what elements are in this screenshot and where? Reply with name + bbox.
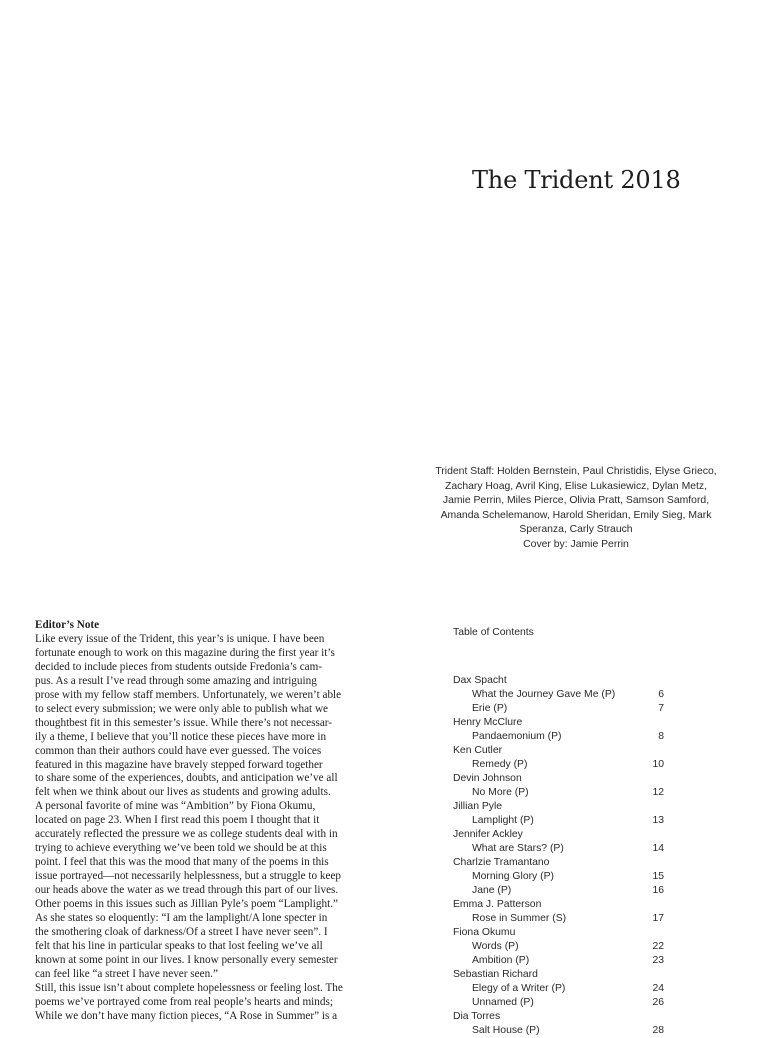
toc-page-number: 7	[658, 703, 664, 714]
toc-entry	[453, 730, 675, 744]
toc-author-name: Sebastian Richard	[453, 969, 538, 980]
table-of-contents	[453, 626, 675, 1038]
toc-author	[453, 716, 675, 730]
editors-note-body: Like every issue of the Trident, this year’s is unique. I have been fortunate enough to work on this magazine during the first year it’s decided to include pieces from students outside Fredonia’s cam- pus. As a result I’ve read through some amazing and intriguing prose with my fellow staff members. Unfortunately, we weren’t able to select every submission; we were only able to publish what we thoughtbest fit in this semester’s issue. While there’s not necessar- ily a theme, I believe that you’ll notice these pieces have more in common than their authors could have ever guessed. The voices featured in this magazine have bravely stepped forward together to share some of the experiences, doubts, and anticipation we’ve all felt when we think about our lives as students and growing adults. A personal favorite of mine was “Ambition” by Fiona Okumu, located on page 23. When I first read this poem I thought that it accurately reflected the pressure we as college students deal with in trying to achieve everything we’ve been told we should be at this point. I feel that this was the mood that many of the poems in this issue portrayed—not necessarily helplessness, but a struggle to keep our heads above the water as we tread through this part of our lives. Other poems in this issues such as Jillian Pyle’s poem “Lamplight.” As she states so eloquently: “I am the lamplight/A lone specter in the smothering cloak of darkness/Of a street I have never seen”. I felt that his line in particular speaks to that lost feeling we’ve all known at some point in our lives. I know personally every semester can feel like “a street I have never seen.” Still, this issue isn’t about complete hopelessness or feeling lost. The poems we’ve portrayed come from real people’s hearts and minds; While we don’t have many fiction pieces, “A Rose in Summer” is a	[35, 632, 343, 1022]
toc-page-number: 28	[652, 1025, 664, 1036]
toc-author	[453, 856, 675, 870]
toc-entry	[453, 786, 675, 800]
toc-page-number: 10	[652, 759, 664, 770]
editors-note	[35, 619, 353, 1024]
toc-entry-title: Lamplight (P)	[472, 815, 534, 826]
toc-entry-title: Words (P)	[472, 941, 519, 952]
toc-entry-title: Salt House (P)	[472, 1025, 540, 1036]
toc-entry	[453, 1024, 675, 1038]
toc-heading: Table of Contents	[453, 627, 534, 638]
toc-author-name: Dax Spacht	[453, 675, 507, 686]
toc-page-number: 15	[652, 871, 664, 882]
toc-author-name: Emma J. Patterson	[453, 899, 542, 910]
toc-entry-title: Pandaemonium (P)	[472, 731, 562, 742]
toc-entry	[453, 702, 675, 716]
toc-page-number: 16	[652, 885, 664, 896]
toc-author-name: Ken Cutler	[453, 745, 503, 756]
toc-page-number: 17	[652, 913, 664, 924]
toc-entry-title: Unnamed (P)	[472, 997, 534, 1008]
toc-author	[453, 744, 675, 758]
toc-author-name: Henry McClure	[453, 717, 523, 728]
toc-page-number: 23	[652, 955, 664, 966]
toc-entry	[453, 940, 675, 954]
toc-page-number: 8	[658, 731, 664, 742]
toc-author	[453, 828, 675, 842]
toc-entry	[453, 688, 675, 702]
toc-author-name: Fiona Okumu	[453, 927, 516, 938]
toc-entry-title: Remedy (P)	[472, 759, 528, 770]
editors-note-heading: Editor’s Note	[35, 619, 100, 631]
toc-page-number: 6	[658, 689, 664, 700]
toc-entry	[453, 954, 675, 968]
toc-entry	[453, 870, 675, 884]
toc-entry-title: What the Journey Gave Me (P)	[472, 689, 616, 700]
cover-credit: Cover by: Jamie Perrin	[523, 538, 629, 550]
toc-page-number: 24	[652, 983, 664, 994]
staff-list: Trident Staff: Holden Bernstein, Paul Christidis, Elyse Grieco, Zachary Hoag, Avril King, Elise Lukasiewicz, Dylan Metz, Jamie Perrin, Miles Pierce, Olivia Pratt, Samson Samford, Amanda Schelemanow, Harold Sheridan, Emily Sieg, Mark Speranza, Carly Strauch	[435, 466, 717, 536]
toc-entry	[453, 912, 675, 926]
toc-entry-title: Morning Glory (P)	[472, 871, 554, 882]
toc-entry	[453, 996, 675, 1010]
toc-entry-title: What are Stars? (P)	[472, 843, 564, 854]
toc-entry	[453, 814, 675, 828]
toc-author	[453, 1010, 675, 1024]
toc-entry-title: Elegy of a Writer (P)	[472, 983, 566, 994]
toc-author	[453, 898, 675, 912]
toc-author-name: Dia Torres	[453, 1011, 501, 1022]
magazine-title: The Trident 2018	[472, 166, 681, 194]
toc-entry	[453, 884, 675, 898]
toc-entry-title: Erie (P)	[472, 703, 508, 714]
toc-author-name: Devin Johnson	[453, 773, 522, 784]
toc-entry	[453, 982, 675, 996]
toc-author-name: Jillian Pyle	[453, 801, 503, 812]
staff-credits	[430, 465, 722, 553]
toc-author	[453, 800, 675, 814]
toc-author-name: Charlzie Tramantano	[453, 857, 550, 868]
toc-author	[453, 926, 675, 940]
toc-page-number: 13	[652, 815, 664, 826]
toc-author	[453, 968, 675, 982]
toc-page-number: 12	[652, 787, 664, 798]
toc-entry-title: Ambition (P)	[472, 955, 530, 966]
toc-author	[453, 674, 675, 688]
toc-author	[453, 772, 675, 786]
toc-entry	[453, 842, 675, 856]
toc-page-number: 26	[652, 997, 664, 1008]
toc-entry-title: Rose in Summer (S)	[472, 913, 567, 924]
toc-list	[453, 674, 675, 1038]
toc-page-number: 22	[652, 941, 664, 952]
toc-entry	[453, 758, 675, 772]
toc-author-name: Jennifer Ackley	[453, 829, 523, 840]
toc-entry-title: Jane (P)	[472, 885, 512, 896]
toc-page-number: 14	[652, 843, 664, 854]
toc-entry-title: No More (P)	[472, 787, 529, 798]
